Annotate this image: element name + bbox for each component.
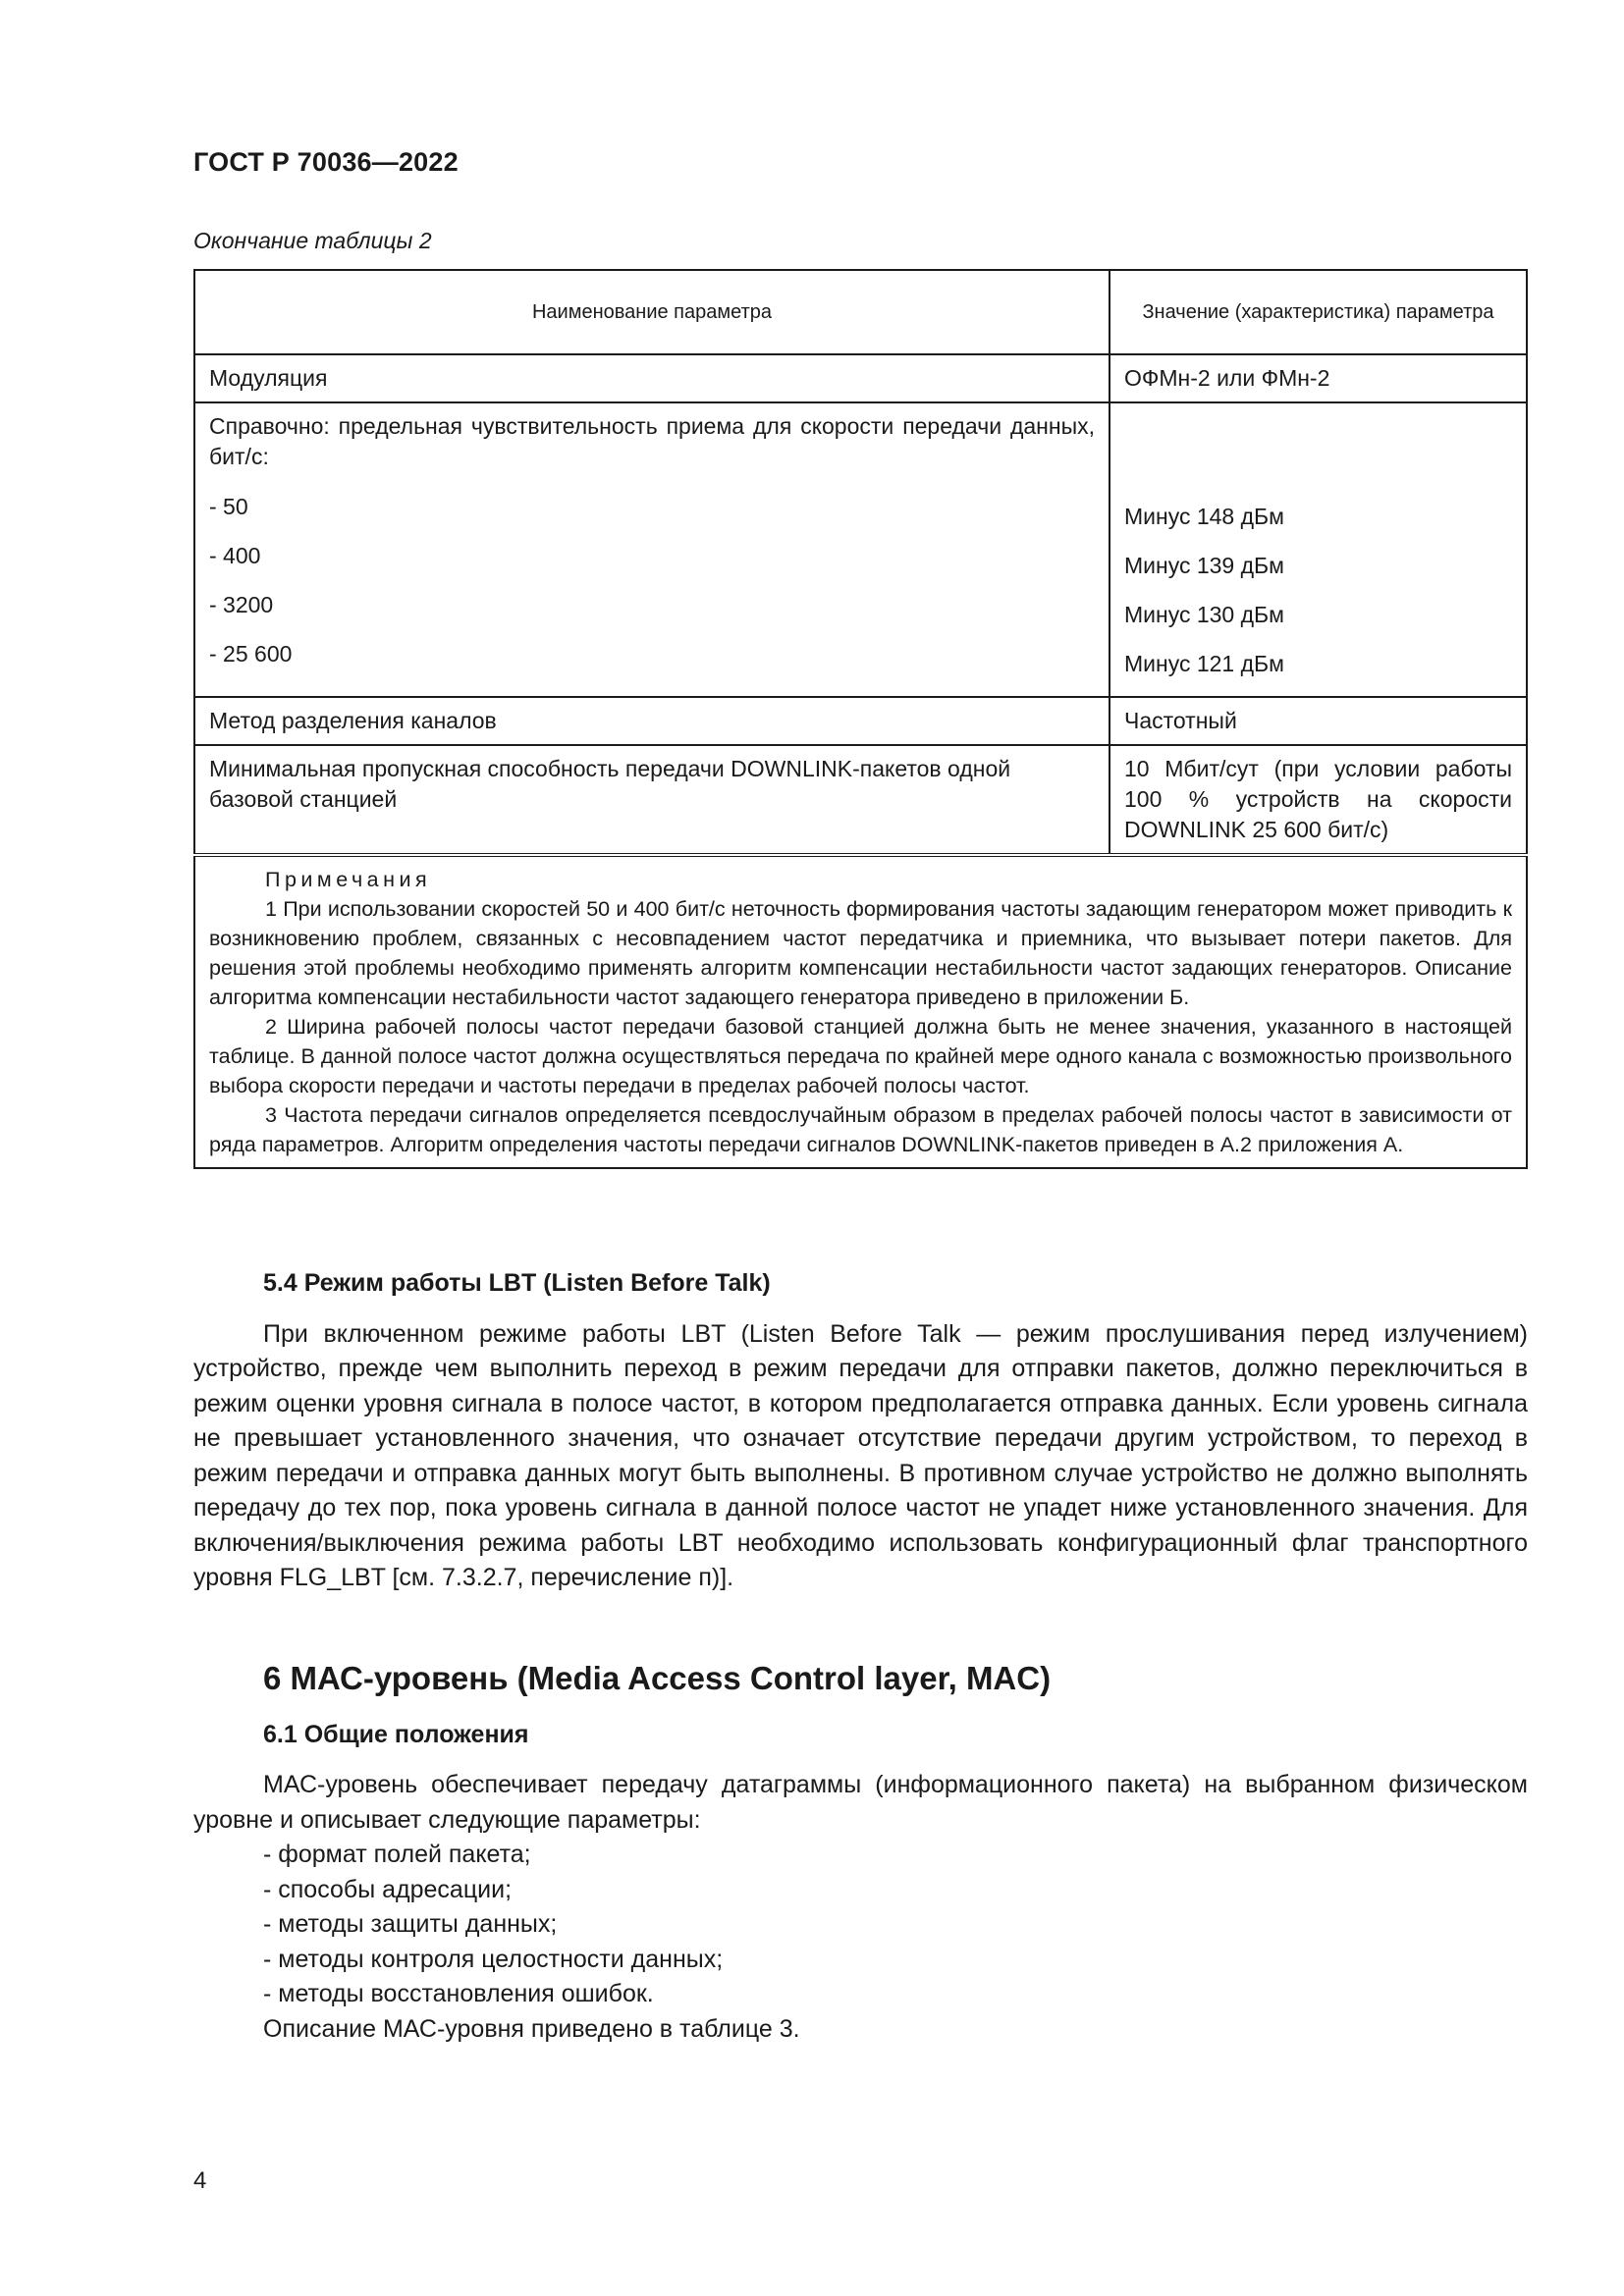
- sensitivity-3200: Минус 130 дБм: [1124, 602, 1284, 627]
- table-caption: Окончание таблицы 2: [193, 228, 432, 253]
- table-notes-row: [194, 855, 1527, 1168]
- param-value-cell: ОФМн-2 или ФМн-2: [1110, 354, 1527, 402]
- table-row: [194, 697, 1527, 745]
- param-value-cell: [1110, 402, 1527, 697]
- rate-400: - 400: [209, 543, 261, 568]
- list-item: - методы контроля целостности данных;: [263, 1945, 724, 1973]
- document-header: ГОСТ Р 70036—2022: [193, 147, 459, 177]
- list-item: - формат полей пакета;: [263, 1841, 531, 1868]
- rate-25600: - 25 600: [209, 641, 293, 667]
- table-row: [194, 745, 1527, 855]
- param-value-cell: 10 Мбит/сут (при условии работы 100 % устройств на скорости DOWNLINK 25 600 бит/с): [1110, 745, 1527, 855]
- param-name-cell: Метод разделения каналов: [194, 697, 1110, 745]
- column-header-name: Наименование параметра: [194, 270, 1110, 354]
- list-item: - методы защиты данных;: [263, 1910, 558, 1938]
- section-5-4: [193, 1266, 1528, 1596]
- list-item: - методы восстановления ошибок.: [263, 1980, 654, 2007]
- section-6-1-intro: МАС-уровень обеспечивает передачу датаграммы (информационного пакета) на выбранном физическом уровне и описывает следующие параметры:: [193, 1771, 1528, 1834]
- column-header-value: Значение (характеристика) параметра: [1110, 270, 1527, 354]
- rate-50: - 50: [209, 494, 248, 519]
- note-item: 2 Ширина рабочей полосы частот передачи базовой станцией должна быть не менее значения, указанного в настоящей таблице. В данной полосе частот должна осуществляться передача по крайней мере одного канала с возможностью произвольного выбора скорости передачи и частоты передачи в пределах рабочей полосы частот.: [209, 1015, 1512, 1097]
- table-header-row: [194, 270, 1527, 354]
- rate-3200: - 3200: [209, 592, 274, 617]
- list-item: - способы адресации;: [263, 1875, 513, 1903]
- parameters-table: [193, 269, 1528, 1169]
- spacer: [1124, 411, 1512, 442]
- page-number: 4: [193, 2167, 207, 2194]
- sensitivity-label: Справочно: предельная чувствительность приема для скорости передачи данных, бит/с:: [209, 413, 1095, 469]
- table-row: [194, 354, 1527, 402]
- section-5-4-text: При включенном режиме работы LBT (Listen Before Talk — режим прослушивания перед излучением) устройство, прежде чем выполнить переход в режим передачи для отправки пакетов, должно переключиться в режим оценки уровня сигнала в полосе частот, в котором предполагается отправка данных. Если уровень сигнала не превышает установленного значения, что означает отсутствие передачи другим устройством, то переход в режим передачи и отправка данных могут быть выполнены. В противном случае устройство не должно выполнять передачу до тех пор, пока уровень сигнала в данной полосе частот не упадет ниже установленного значения. Для включения/выключения режима работы LBT необходимо использовать конфигурационный флаг транспортного уровня FLG_LBT [см. 7.3.2.7, перечисление п)].: [193, 1319, 1528, 1591]
- param-name-cell: Минимальная пропускная способность передачи DOWNLINK-пакетов одной базовой станцией: [194, 745, 1110, 855]
- note-item: 3 Частота передачи сигналов определяется псевдослучайным образом в пределах рабочей полосы частот в зависимости от ряда параметров. Алгоритм определения частоты передачи сигналов DOWNLINK-пакетов приведен в А.2 приложения А.: [209, 1103, 1512, 1156]
- sensitivity-50: Минус 148 дБм: [1124, 504, 1284, 529]
- param-name-cell: [194, 402, 1110, 697]
- param-value-cell: Частотный: [1110, 697, 1527, 745]
- section-6-1-heading: 6.1 Общие положения: [263, 1720, 529, 1748]
- sensitivity-25600: Минус 121 дБм: [1124, 651, 1284, 676]
- sensitivity-400: Минус 139 дБм: [1124, 553, 1284, 578]
- param-name-cell: Модуляция: [194, 354, 1110, 402]
- spacer: [1124, 452, 1512, 482]
- notes-title: Примечания: [265, 868, 432, 891]
- note-item: 1 При использовании скоростей 50 и 400 бит/с неточность формирования частоты задающим генератором может приводить к возникновению проблем, связанных с несовпадением частот передатчика и приемника, что вызывает потери пакетов. Для решения этой проблемы необходимо применять алгоритм компенсации нестабильности частот задающих генераторов. Описание алгоритма компенсации нестабильности частот задающего генератора приведено в приложении Б.: [209, 897, 1512, 1009]
- table-row: [194, 402, 1527, 697]
- section-5-4-heading: 5.4 Режим работы LBT (Listen Before Talk): [263, 1269, 771, 1297]
- section-6-heading: 6 МАС-уровень (Media Access Control layer, MAC): [263, 1660, 1052, 1696]
- closing-text: Описание МАС-уровня приведено в таблице 3.: [263, 2014, 800, 2043]
- table-notes: [194, 855, 1527, 1168]
- section-6: [193, 1661, 1528, 2047]
